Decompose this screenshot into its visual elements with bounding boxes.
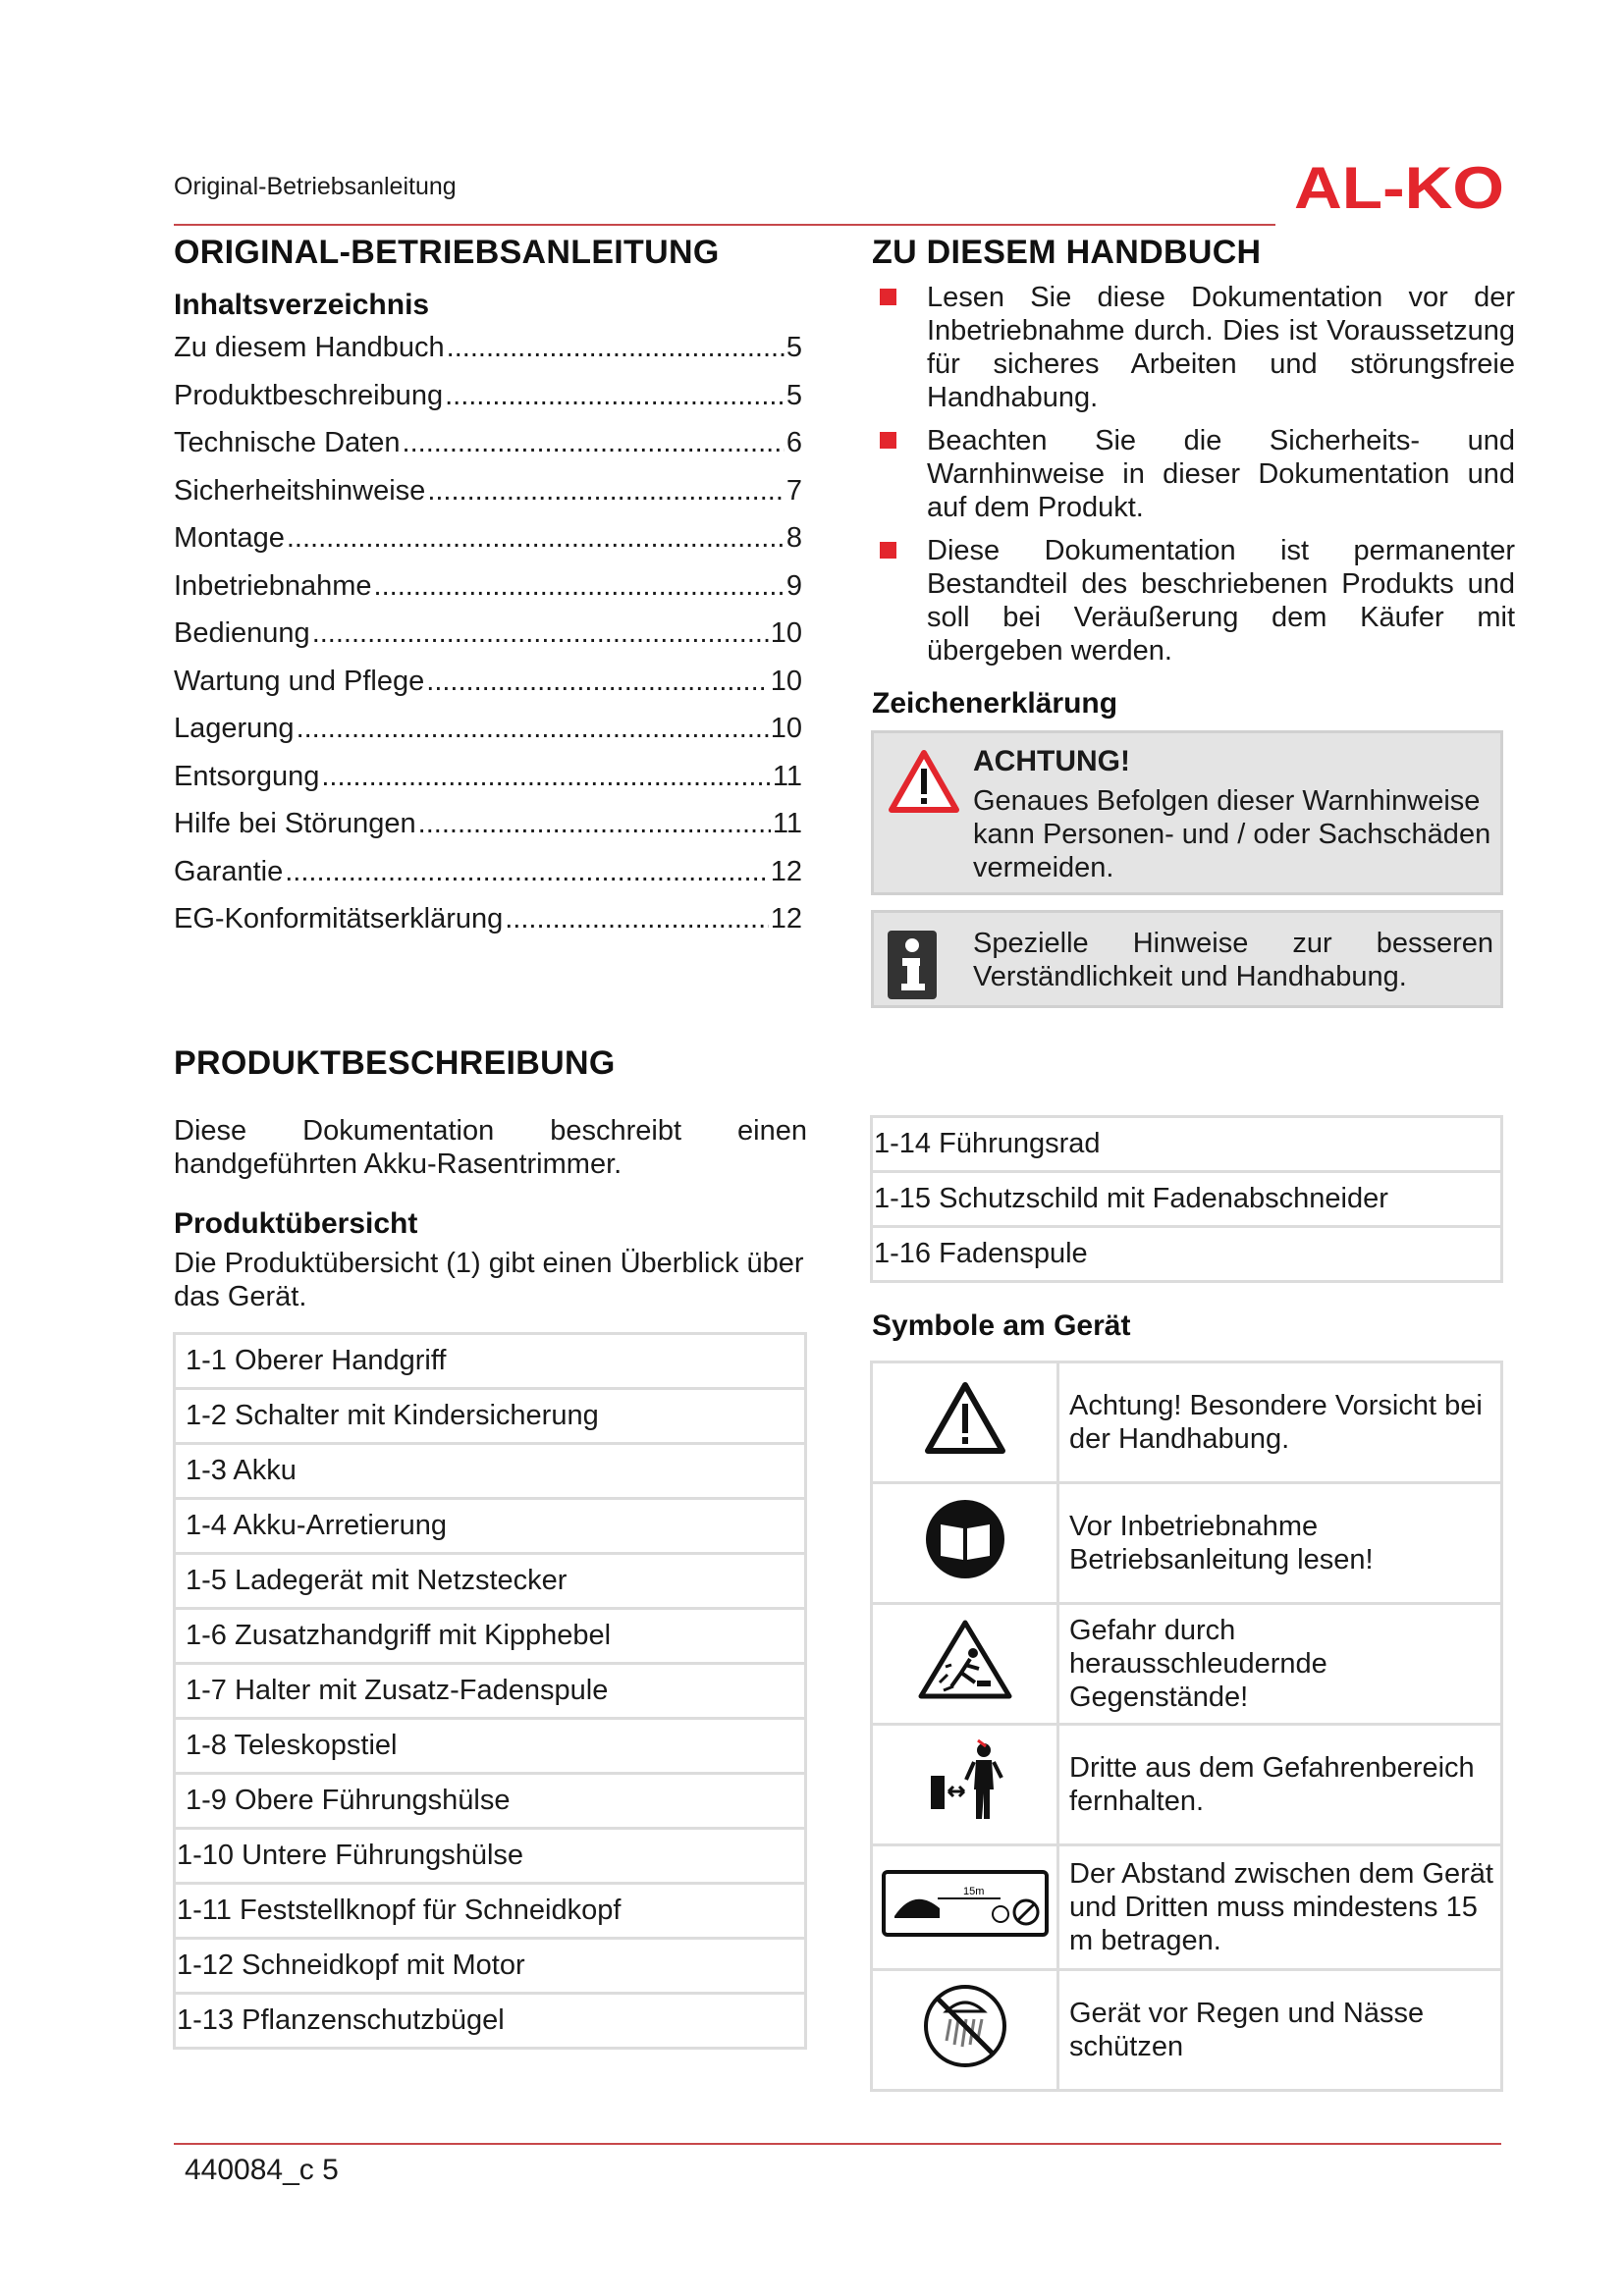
bullet-item <box>872 534 1515 667</box>
table-row <box>175 1884 806 1939</box>
part-name: Zusatzhandgriff mit Kipphebel <box>234 1620 612 1651</box>
no-rain-icon <box>921 1982 1009 2070</box>
part-number: 1-1 <box>186 1345 227 1376</box>
toc-page: 10 <box>770 617 802 649</box>
table-row <box>175 1774 806 1829</box>
table-row <box>872 1117 1502 1172</box>
toc-title: Sicherheitshinweise <box>174 474 426 507</box>
part-number: 1-14 <box>874 1128 932 1159</box>
toc-leader <box>403 427 785 459</box>
toc-title: Produktbeschreibung <box>174 379 444 411</box>
toc-entry[interactable] <box>174 713 802 761</box>
part-name: Obere Führungshülse <box>234 1785 511 1816</box>
toc-entry[interactable] <box>174 856 802 904</box>
symbol-text: Vor Inbetriebnahme Betriebsanleitung lesen! <box>1058 1483 1502 1604</box>
toc-title: Zu diesem Handbuch <box>174 332 445 363</box>
warning-box <box>871 730 1503 895</box>
red-square-bullet-icon <box>880 432 896 449</box>
part-number: 1-11 <box>177 1895 232 1926</box>
symbol-text: Der Abstand zwischen dem Gerät und Dritten muss mindestens 15 m betragen. <box>1058 1845 1502 1970</box>
table-row <box>872 1604 1502 1725</box>
alko-logo <box>1294 157 1504 216</box>
toc-leader <box>312 617 769 650</box>
table-row <box>175 1389 806 1444</box>
table-row <box>872 1227 1502 1282</box>
part-number: 1-16 <box>874 1238 932 1269</box>
warning-title: ACHTUNG! <box>973 745 1130 777</box>
toc-title: Garantie <box>174 855 284 887</box>
bullet-text: Diese Dokumentation ist permanenter Bestandteil des beschriebenen Produkts und soll bei Veräußerung dem Käufer mit übergeben werden. <box>927 535 1515 667</box>
parts-table-left <box>173 1332 807 2050</box>
keep-bystanders-away-icon <box>921 1736 1009 1825</box>
distance-label: 15m <box>962 1886 984 1897</box>
toc-entry[interactable] <box>174 570 802 618</box>
toc-entry[interactable] <box>174 332 802 380</box>
toc-entry[interactable] <box>174 522 802 570</box>
parts-table-right <box>870 1115 1503 1283</box>
table-row <box>175 1829 806 1884</box>
toc-title: Wartung und Pflege <box>174 665 425 697</box>
table-row <box>872 1362 1502 1483</box>
bullet-item <box>872 281 1515 414</box>
part-name: Pflanzenschutzbügel <box>242 2004 505 2036</box>
part-number: 1-9 <box>186 1785 227 1816</box>
toc-leader <box>285 856 769 888</box>
red-square-bullet-icon <box>880 289 896 305</box>
toc-leader <box>427 475 785 507</box>
bullet-text: Lesen Sie diese Dokumentation vor der Inbetriebnahme durch. Dies ist Voraussetzung für sicheres Arbeiten und störungsfreie Handhabung. <box>927 282 1515 413</box>
toc-page: 6 <box>785 427 802 458</box>
red-square-bullet-icon <box>880 542 896 559</box>
part-number: 1-5 <box>186 1565 227 1596</box>
part-name: Fadenspule <box>939 1238 1088 1269</box>
part-name: Halter mit Zusatz-Fadenspule <box>234 1675 609 1706</box>
toc-entry[interactable] <box>174 666 802 714</box>
toc-entry[interactable] <box>174 617 802 666</box>
part-name: Ladegerät mit Netzstecker <box>234 1565 568 1596</box>
toc-heading: ORIGINAL-BETRIEBSANLEITUNG <box>174 234 720 271</box>
toc-leader <box>445 380 785 412</box>
table-of-contents <box>174 332 802 951</box>
part-name: Oberer Handgriff <box>234 1345 447 1376</box>
toc-entry[interactable] <box>174 808 802 856</box>
distance-15m-icon <box>881 1869 1050 1938</box>
part-number: 1-8 <box>186 1730 227 1761</box>
part-name: Teleskopstiel <box>234 1730 398 1761</box>
info-icon <box>888 931 937 999</box>
part-number: 1-4 <box>186 1510 227 1541</box>
toc-page: 9 <box>785 569 802 602</box>
toc-entry[interactable] <box>174 475 802 523</box>
toc-leader <box>426 666 768 698</box>
table-row <box>872 1725 1502 1845</box>
table-row <box>175 1664 806 1719</box>
part-name: Schneidkopf mit Motor <box>242 1949 525 1981</box>
toc-title: Lagerung <box>174 713 295 744</box>
table-row <box>872 1845 1502 1970</box>
info-box <box>871 910 1503 1008</box>
warning-triangle-icon <box>923 1380 1007 1457</box>
toc-entry[interactable] <box>174 903 802 951</box>
table-row <box>175 1554 806 1609</box>
table-row <box>872 1970 1502 2091</box>
footer-text: 440084_c 5 <box>185 2154 339 2186</box>
part-number: 1-15 <box>874 1183 932 1214</box>
toc-subheading: Inhaltsverzeichnis <box>174 289 430 321</box>
table-row <box>175 1994 806 2049</box>
header-label: Original-Betriebsanleitung <box>174 173 457 200</box>
product-heading: PRODUKTBESCHREIBUNG <box>174 1044 616 1082</box>
overview-heading: Produktübersicht <box>174 1207 418 1240</box>
table-row <box>175 1719 806 1774</box>
part-number: 1-10 <box>177 1840 235 1871</box>
toc-leader <box>505 903 768 935</box>
warning-text: Genaues Befolgen dieser Warnhinweise kann Personen- und / oder Sachschäden vermeiden. <box>973 785 1491 883</box>
table-row <box>872 1172 1502 1227</box>
toc-page: 5 <box>785 332 802 363</box>
part-number: 1-12 <box>177 1949 235 1981</box>
toc-title: Inbetriebnahme <box>174 569 372 602</box>
part-number: 1-6 <box>186 1620 227 1651</box>
bullet-text: Beachten Sie die Sicherheits- und Warnhinweise in dieser Dokumentation und auf dem Produkt. <box>927 425 1515 523</box>
toc-leader <box>447 332 785 364</box>
part-name: Führungsrad <box>939 1128 1101 1159</box>
part-name: Feststellknopf für Schneidkopf <box>239 1895 622 1926</box>
table-row <box>175 1499 806 1554</box>
toc-leader <box>321 761 771 793</box>
part-number: 1-13 <box>177 2004 235 2036</box>
toc-page: 11 <box>772 808 802 839</box>
toc-title: Bedienung <box>174 617 310 649</box>
handbook-bullets <box>872 281 1515 677</box>
part-name: Schalter mit Kindersicherung <box>234 1400 599 1431</box>
toc-title: Montage <box>174 522 285 554</box>
toc-leader <box>297 713 769 745</box>
table-row <box>872 1483 1502 1604</box>
logo-text: AL-KO <box>1294 157 1504 216</box>
footer-divider <box>174 2143 1501 2145</box>
toc-leader <box>374 570 785 603</box>
symbol-text: Gerät vor Regen und Nässe schützen <box>1058 1970 1502 2091</box>
header-divider <box>174 224 1275 226</box>
warning-triangle-icon <box>888 749 960 814</box>
part-number: 1-7 <box>186 1675 227 1706</box>
part-name: Untere Führungshülse <box>242 1840 524 1871</box>
flying-objects-icon <box>916 1618 1014 1702</box>
toc-page: 12 <box>770 903 802 934</box>
toc-leader <box>287 522 785 555</box>
toc-title: Entsorgung <box>174 760 320 792</box>
table-row <box>175 1609 806 1664</box>
table-row <box>175 1444 806 1499</box>
toc-title: Hilfe bei Störungen <box>174 808 416 839</box>
part-number: 1-3 <box>186 1455 227 1486</box>
legend-heading: Zeichenerklärung <box>872 687 1118 720</box>
part-name: Akku-Arretierung <box>233 1510 447 1541</box>
toc-page: 11 <box>772 760 802 792</box>
symbol-text: Dritte aus dem Gefahrenbereich fernhalten. <box>1058 1725 1502 1845</box>
toc-page: 10 <box>770 713 802 744</box>
symbol-text: Gefahr durch herausschleudernde Gegenstände! <box>1058 1604 1502 1725</box>
toc-entry[interactable] <box>174 761 802 809</box>
table-row <box>175 1939 806 1994</box>
table-row <box>175 1334 806 1389</box>
toc-page: 8 <box>785 522 802 554</box>
overview-text: Die Produktübersicht (1) gibt einen Überblick über das Gerät. <box>174 1248 804 1312</box>
handbook-heading: ZU DIESEM HANDBUCH <box>872 234 1262 271</box>
manual-book-icon <box>923 1497 1007 1581</box>
toc-page: 10 <box>770 665 802 697</box>
toc-page: 7 <box>785 474 802 507</box>
info-text: Spezielle Hinweise zur besseren Verständlichkeit und Handhabung. <box>973 928 1493 992</box>
toc-page: 12 <box>770 855 802 887</box>
part-name: Schutzschild mit Fadenabschneider <box>939 1183 1388 1214</box>
toc-title: EG-Konformitätserklärung <box>174 903 504 934</box>
part-name: Akku <box>233 1455 297 1486</box>
toc-leader <box>418 808 771 840</box>
toc-entry[interactable] <box>174 427 802 475</box>
toc-page: 5 <box>785 379 802 411</box>
symbols-heading: Symbole am Gerät <box>872 1309 1131 1342</box>
toc-title: Technische Daten <box>174 427 401 458</box>
product-description: Diese Dokumentation beschreibt einen handgeführten Akku-Rasentrimmer. <box>174 1115 807 1180</box>
toc-entry[interactable] <box>174 380 802 428</box>
bullet-item <box>872 424 1515 524</box>
symbol-text: Achtung! Besondere Vorsicht bei der Handhabung. <box>1058 1362 1502 1483</box>
symbols-table <box>870 1361 1503 2092</box>
part-number: 1-2 <box>186 1400 227 1431</box>
